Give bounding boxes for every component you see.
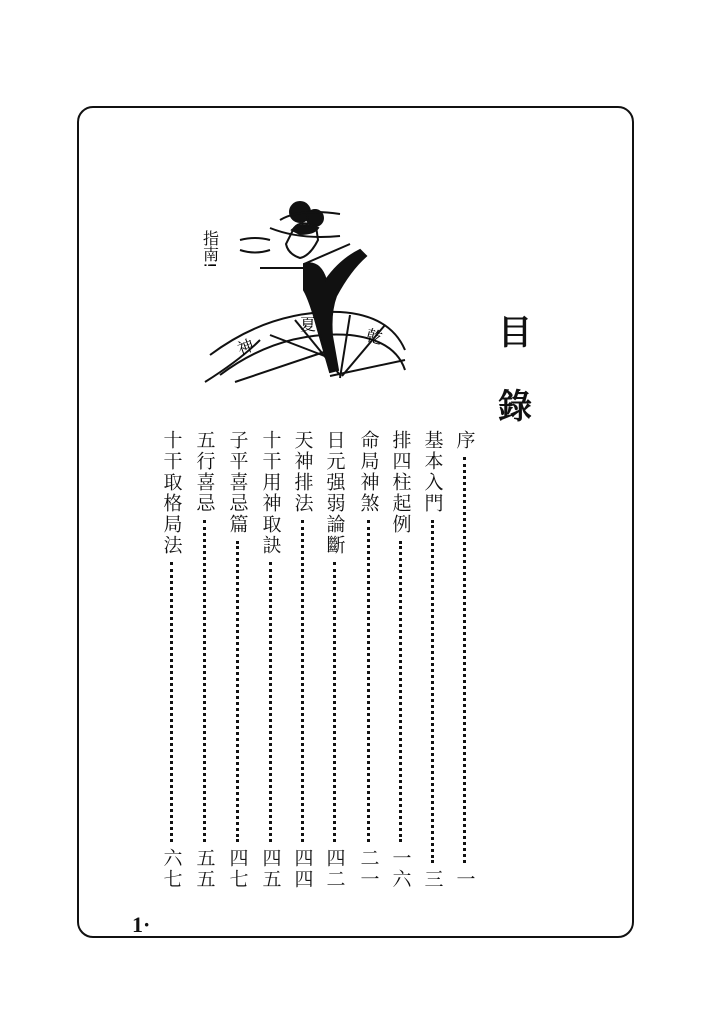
- toc-leader-dots: [170, 562, 173, 842]
- toc-leader-dots: [236, 541, 239, 842]
- toc-entry-title: 天神排法: [291, 430, 314, 514]
- toc-entry-title: 五行喜忌: [193, 430, 216, 514]
- title-char-2: 錄: [498, 387, 532, 427]
- toc-entry-title: 十干用神取訣: [259, 430, 282, 556]
- toc-entry-page: 五五: [193, 848, 216, 890]
- toc-leader-dots: [301, 520, 304, 842]
- ground-char-3: 乾: [363, 325, 385, 349]
- toc-entry-title: 基本入門: [421, 430, 444, 514]
- toc-entry[interactable]: [157, 430, 185, 890]
- toc-entry[interactable]: [190, 430, 218, 890]
- toc-entry[interactable]: [354, 430, 382, 890]
- ground-char-2: 夏: [300, 315, 317, 334]
- toc-entry-title: 十干取格局法: [160, 430, 183, 556]
- toc-leader-dots: [269, 562, 272, 842]
- toc-entry-page: 四四: [291, 848, 314, 890]
- toc-entry-title: 日元强弱論斷: [323, 430, 346, 556]
- toc-entry-title: 命局神煞: [357, 430, 380, 514]
- toc-leader-dots: [203, 520, 206, 842]
- toc-entry-page: 四七: [226, 848, 249, 890]
- toc-entry[interactable]: [418, 430, 446, 890]
- toc-entry-page: 四五: [259, 848, 282, 890]
- toc-entry[interactable]: [288, 430, 316, 890]
- toc-entry-page: 六七: [160, 848, 183, 890]
- toc-entry-page: 一六: [389, 848, 412, 890]
- title-char-1: 目: [498, 313, 532, 353]
- toc-entry-page: 一: [453, 869, 476, 890]
- toc-entry[interactable]: [320, 430, 348, 890]
- toc-leader-dots: [431, 520, 434, 863]
- toc-entry-title: 子平喜忌篇: [226, 430, 249, 535]
- toc-entry-page: 二一: [357, 848, 380, 890]
- toc-entry-title: 序: [453, 430, 476, 451]
- toc-leader-dots: [463, 457, 466, 863]
- toc-leader-dots: [399, 541, 402, 842]
- toc-entry-page: 三: [421, 869, 444, 890]
- caption-text: 指南!: [200, 230, 220, 269]
- toc-entry-page: 四二: [323, 848, 346, 890]
- toc-entry[interactable]: [223, 430, 251, 890]
- page-number: 1·: [132, 912, 151, 937]
- toc-entry[interactable]: [386, 430, 414, 890]
- ground-char-1: 神: [234, 335, 257, 359]
- dancer-illustration: [200, 200, 410, 390]
- toc-entry[interactable]: [256, 430, 284, 890]
- toc-leader-dots: [367, 520, 370, 842]
- toc-entry-title: 排四柱起例: [389, 430, 412, 535]
- toc-leader-dots: [333, 562, 336, 842]
- toc-entry[interactable]: [450, 430, 478, 890]
